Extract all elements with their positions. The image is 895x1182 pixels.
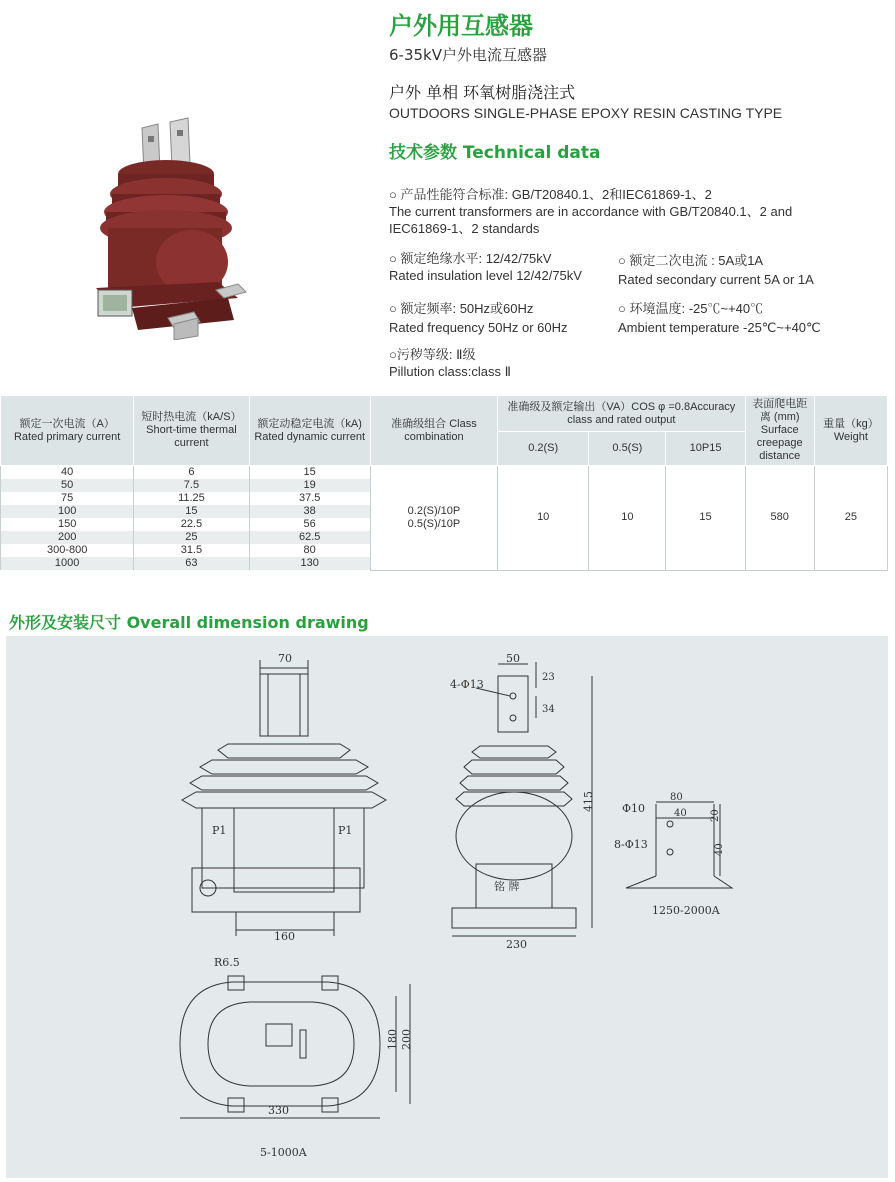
front-dim-70: 70 (278, 652, 292, 665)
side-dim-50: 50 (506, 652, 520, 665)
spec-frequency-cn: ○ 额定频率: 50Hz或60Hz (389, 301, 534, 316)
cell-thermal: 15 (134, 505, 249, 518)
cell-primary: 1000 (1, 557, 134, 570)
spec-ambient (618, 300, 821, 336)
front-label-p1-left: P1 (212, 824, 227, 837)
side-dim-415: 415 (582, 791, 595, 812)
spec-ambient-cn: ○ 环境温度: -25℃~+40℃ (618, 301, 764, 316)
cell-output-05s: 10 (589, 466, 666, 571)
spec-insulation-en: Rated insulation level 12/42/75kV (389, 268, 582, 283)
class-combination-1: 0.2(S)/10P (407, 504, 461, 517)
table-row (1, 466, 888, 480)
th-primary: 额定一次电流（A） Rated primary current (1, 396, 134, 466)
terminal-d13: 8-Φ13 (614, 838, 648, 851)
cell-thermal: 63 (134, 557, 249, 570)
spec-frequency (389, 300, 567, 336)
cell-thermal: 11.25 (134, 492, 249, 505)
cell-output-10p15: 15 (666, 466, 745, 571)
cell-primary: 75 (1, 492, 134, 505)
th-02s: 0.2(S) (498, 432, 589, 466)
spec-standard (389, 186, 792, 237)
page-subtitle: 6-35kV户外电流互感器 (389, 46, 547, 64)
cell-dynamic: 130 (249, 557, 370, 570)
product-photo (88, 112, 256, 340)
terminal-dim-20: 20 (710, 809, 721, 822)
cell-thermal: 22.5 (134, 518, 249, 531)
cell-creepage: 580 (745, 466, 814, 571)
spec-pollution (389, 346, 511, 380)
terminal-dim-40a: 40 (674, 808, 687, 819)
side-dim-23: 23 (542, 672, 555, 683)
th-weight: 重量（kg） Weight (814, 396, 887, 466)
spec-insulation (389, 250, 582, 284)
plan-dim-200: 200 (400, 1029, 413, 1050)
side-hole-label: 4-Φ13 (450, 678, 484, 691)
th-10p15: 10P15 (666, 432, 745, 466)
th-output: 准确级及额定输出（VA）COS φ =0.8Accuracy class and rated output (498, 396, 746, 432)
cell-dynamic: 19 (249, 479, 370, 492)
terminal-dim-40b: 40 (714, 843, 725, 856)
front-dim-160: 160 (274, 930, 295, 943)
cell-primary: 300-800 (1, 544, 134, 557)
plan-view (180, 956, 413, 1159)
front-label-p1-right: P1 (338, 824, 353, 837)
spec-standard-cn: ○ 产品性能符合标准: GB/T20840.1、2和IEC61869-1、2 (389, 187, 712, 202)
cell-primary: 150 (1, 518, 134, 531)
class-combination-2: 0.5(S)/10P (407, 517, 461, 530)
cell-weight: 25 (814, 466, 887, 571)
plan-caption: 5-1000A (260, 1146, 307, 1159)
side-dim-34: 34 (542, 704, 555, 715)
product-type-cn: 户外 单相 环氧树脂浇注式 (389, 83, 576, 102)
side-nameplate: 铭 牌 (494, 880, 520, 893)
spec-insulation-cn: ○ 额定绝缘水平: 12/42/75kV (389, 251, 552, 266)
cell-primary: 50 (1, 479, 134, 492)
plan-r65: R6.5 (214, 956, 240, 969)
spec-standard-en-2: IEC61869-1、2 standards (389, 221, 540, 236)
spec-pollution-cn: ○污秽等级: Ⅱ级 (389, 347, 476, 362)
plan-dim-330: 330 (268, 1104, 289, 1117)
cell-class (370, 466, 497, 571)
terminal-d10: Φ10 (622, 802, 646, 815)
cell-thermal: 6 (134, 466, 249, 480)
cell-primary: 100 (1, 505, 134, 518)
th-05s: 0.5(S) (589, 432, 666, 466)
cell-dynamic: 15 (249, 466, 370, 480)
dimension-drawing (6, 636, 888, 1178)
drawing-title: 外形及安装尺寸 Overall dimension drawing (9, 613, 369, 632)
cell-dynamic: 38 (249, 505, 370, 518)
cell-thermal: 25 (134, 531, 249, 544)
cell-primary: 200 (1, 531, 134, 544)
product-type-en: OUTDOORS SINGLE-PHASE EPOXY RESIN CASTING TYPE (389, 105, 783, 121)
cell-thermal: 31.5 (134, 544, 249, 557)
th-class: 准确级组合 Class combination (370, 396, 497, 466)
spec-standard-en-1: The current transformers are in accordance with GB/T20840.1、2 and (389, 204, 793, 219)
th-thermal: 短时热电流（kA/S） Short-time thermal current (134, 396, 249, 466)
cell-dynamic: 80 (249, 544, 370, 557)
cell-dynamic: 37.5 (249, 492, 370, 505)
spec-secondary-cn: ○ 额定二次电流 : 5A或1A (618, 253, 764, 268)
spec-ambient-en: Ambient temperature -25℃~+40℃ (618, 320, 821, 335)
cell-dynamic: 56 (249, 518, 370, 531)
technical-data-title: 技术参数 Technical data (389, 143, 601, 163)
plan-dim-180: 180 (386, 1029, 399, 1050)
th-creepage: 表面爬电距离 (mm) Surface creepage distance (745, 396, 814, 466)
th-dynamic: 额定动稳定电流（kA) Rated dynamic current (249, 396, 370, 466)
side-dim-230: 230 (506, 938, 527, 951)
terminal-caption: 1250-2000A (652, 904, 720, 917)
terminal-detail (614, 792, 732, 917)
cell-dynamic: 62.5 (249, 531, 370, 544)
cell-thermal: 7.5 (134, 479, 249, 492)
cell-output-02s: 10 (498, 466, 589, 571)
side-view (450, 652, 595, 951)
technical-data-table (0, 395, 888, 571)
spec-pollution-en: Pillution class:class Ⅱ (389, 364, 511, 379)
spec-frequency-en: Rated frequency 50Hz or 60Hz (389, 320, 568, 335)
terminal-dim-80: 80 (670, 792, 683, 803)
cell-primary: 40 (1, 466, 134, 480)
spec-secondary-en: Rated secondary current 5A or 1A (618, 272, 814, 287)
spec-secondary (618, 252, 814, 288)
front-view (182, 652, 386, 943)
page-title: 户外用互感器 (389, 12, 533, 40)
